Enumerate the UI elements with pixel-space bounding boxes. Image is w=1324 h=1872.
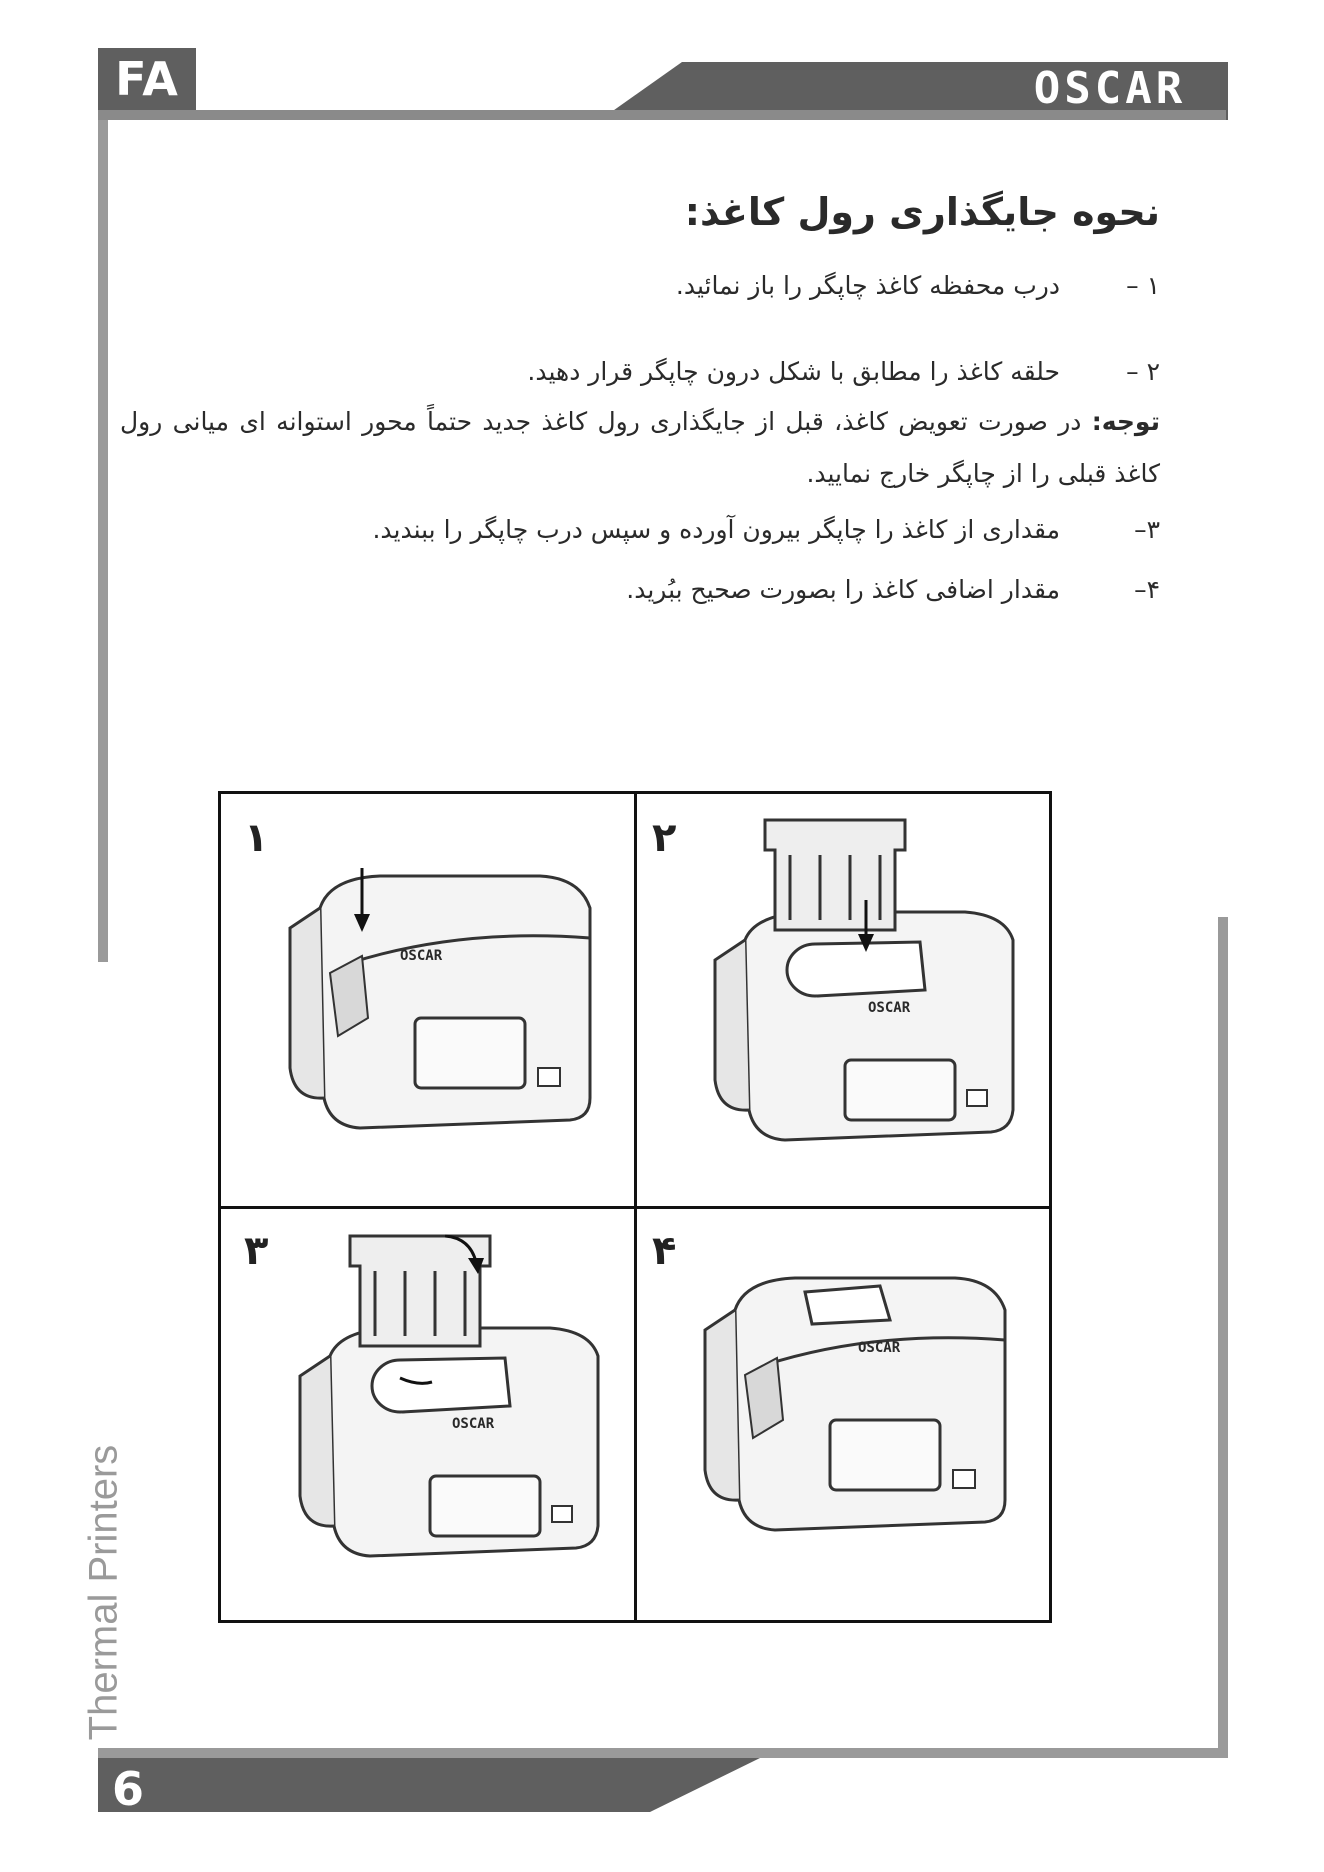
panel-number-2: ۲ (652, 815, 677, 861)
brand-logo: OSCAR (1033, 63, 1187, 114)
step-number: ۳– (1134, 515, 1160, 544)
note-text: در صورت تعویض کاغذ، قبل از جایگذاری رول کاغذ جدید حتماً محور استوانه ای میانی رول کاغذ قبلی را از چاپگر خارج نمایید. (120, 407, 1160, 488)
step-text: مقداری از کاغذ را چاپگر بیرون آورده و سپس درب چاپگر را ببندید. (372, 515, 1060, 544)
step-text: درب محفظه کاغذ چاپگر را باز نمائید. (675, 271, 1060, 300)
printer-logo-1: OSCAR (400, 948, 443, 964)
page-number: 6 (112, 1762, 145, 1816)
side-label: Thermal Printers (81, 1444, 126, 1741)
printer-logo-4: OSCAR (858, 1340, 901, 1356)
page-heading: نحوه جایگذاری رول کاغذ: (684, 190, 1160, 234)
panel-number-1: ۱ (244, 815, 269, 861)
language-badge: FA (98, 48, 196, 110)
step-text: مقدار اضافی کاغذ را بصورت صحیح ببُرید. (626, 575, 1060, 604)
note-label: توجه: (1091, 407, 1160, 436)
step-number: ۱ – (1126, 271, 1160, 300)
printer-logo-2: OSCAR (868, 1000, 911, 1016)
step-number: ۴– (1134, 575, 1160, 604)
panel-number-3: ۳ (244, 1228, 269, 1274)
printer-logo-3: OSCAR (452, 1416, 495, 1432)
panel-number-4: ۴ (652, 1228, 677, 1274)
step-text: حلقه کاغذ را مطابق با شکل درون چاپگر قرار دهید. (527, 357, 1060, 386)
step-number: ۲ – (1126, 357, 1160, 386)
